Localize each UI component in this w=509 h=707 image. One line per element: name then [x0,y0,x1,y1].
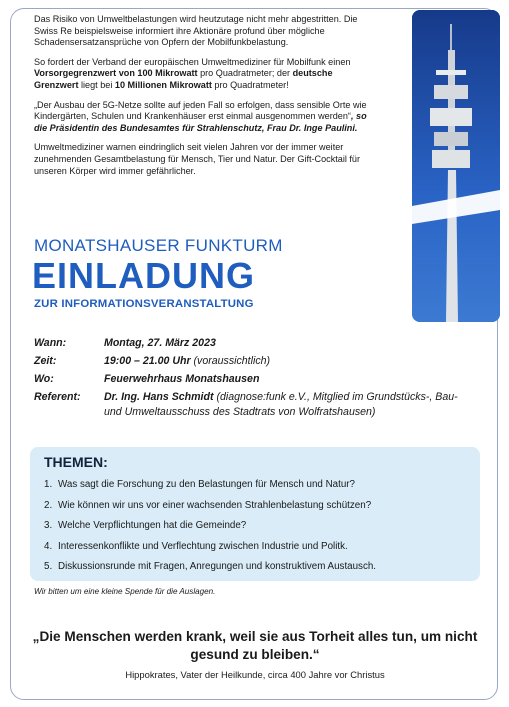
intro-paragraph-2: So fordert der Verband der europäischen Umweltmediziner für Mobilfunk einen Vorsorgegrenzwert von 100 Mikrowatt pro Quadratmeter; der deutsche Grenzwert liegt bei 10 Millionen Mikrowatt pro Quadratmeter! [34,56,351,90]
detail-row-time: Zeit: 19:00 – 21.00 Uhr (voraussichtlich) [34,355,271,367]
quote-citation: Hippokrates, Vater der Heilkunde, circa 400 Jahre vor Christus [125,669,385,680]
themes-list [44,477,376,580]
event-name: MONATSHAUSER FUNKTURM [34,236,283,255]
intro-paragraph-1: Das Risiko von Umweltbelastungen wird heutzutage nicht mehr abgestritten. Die Swiss Re beispielsweise informiert ihre Aktionäre profund über mögliche Schadensersatzansprüche von Opfern der Mobilfunkbelastung. [34,14,358,48]
donation-note: Wir bitten um eine kleine Spende für die Auslagen. [34,587,216,596]
list-item: 2. Wie können wir uns vor einer wachsenden Strahlenbelastung schützen? [44,499,372,511]
closing-quote: „Die Menschen werden krank, weil sie aus Torheit alles tun, um nicht gesund zu bleiben.“ [32,629,478,662]
detail-row-speaker: Referent: Dr. Ing. Hans Schmidt (diagnose:funk e.V., Mitglied im Grundstücks-, Bau- und Umweltausschuss des Stadtrats von Wolfratshausen) [34,391,458,418]
page-subtitle: ZUR INFORMATIONSVERANSTALTUNG [34,298,254,310]
cell-tower-photo [412,10,500,322]
intro-quote: „Der Ausbau der 5G-Netze sollte auf jeden Fall so erfolgen, dass sensible Orte wie Kindergärten, Schulen und Krankenhäuser erst einmal ausgenommen werden“, so die Präsidentin des Bundesamtes für Strahlenschutz, Frau Dr. Inge Paulini. [34,99,367,133]
list-item: 3. Welche Verpflichtungen hat die Gemeinde? [44,520,247,531]
list-item: 4. Interessenkonflikte und Verflechtung zwischen Industrie und Politk. [44,540,348,552]
list-item: 5. Diskussionsrunde mit Fragen, Anregungen und konstruktivem Austausch. [44,561,377,572]
page-title: EINLADUNG [32,255,255,296]
intro-paragraph-4: Umweltmediziner warnen eindringlich seit vielen Jahren vor der immer weiter zunehmenden Gesamtbelastung für Mensch, Tier und Natur. Der Gift-Cocktail für unseren Körper wird immer gefährlicher. [34,142,361,176]
intro-text [34,14,374,185]
list-item: 1. Was sagt die Forschung zu den Belastungen für Mensch und Natur? [44,479,355,490]
detail-row-when: Wann: Montag, 27. März 2023 [34,337,216,349]
detail-row-where: Wo: Feuerwehrhaus Monatshausen [34,373,260,385]
themes-box [30,447,480,581]
themes-title: THEMEN: [44,454,108,470]
event-details [34,336,474,423]
